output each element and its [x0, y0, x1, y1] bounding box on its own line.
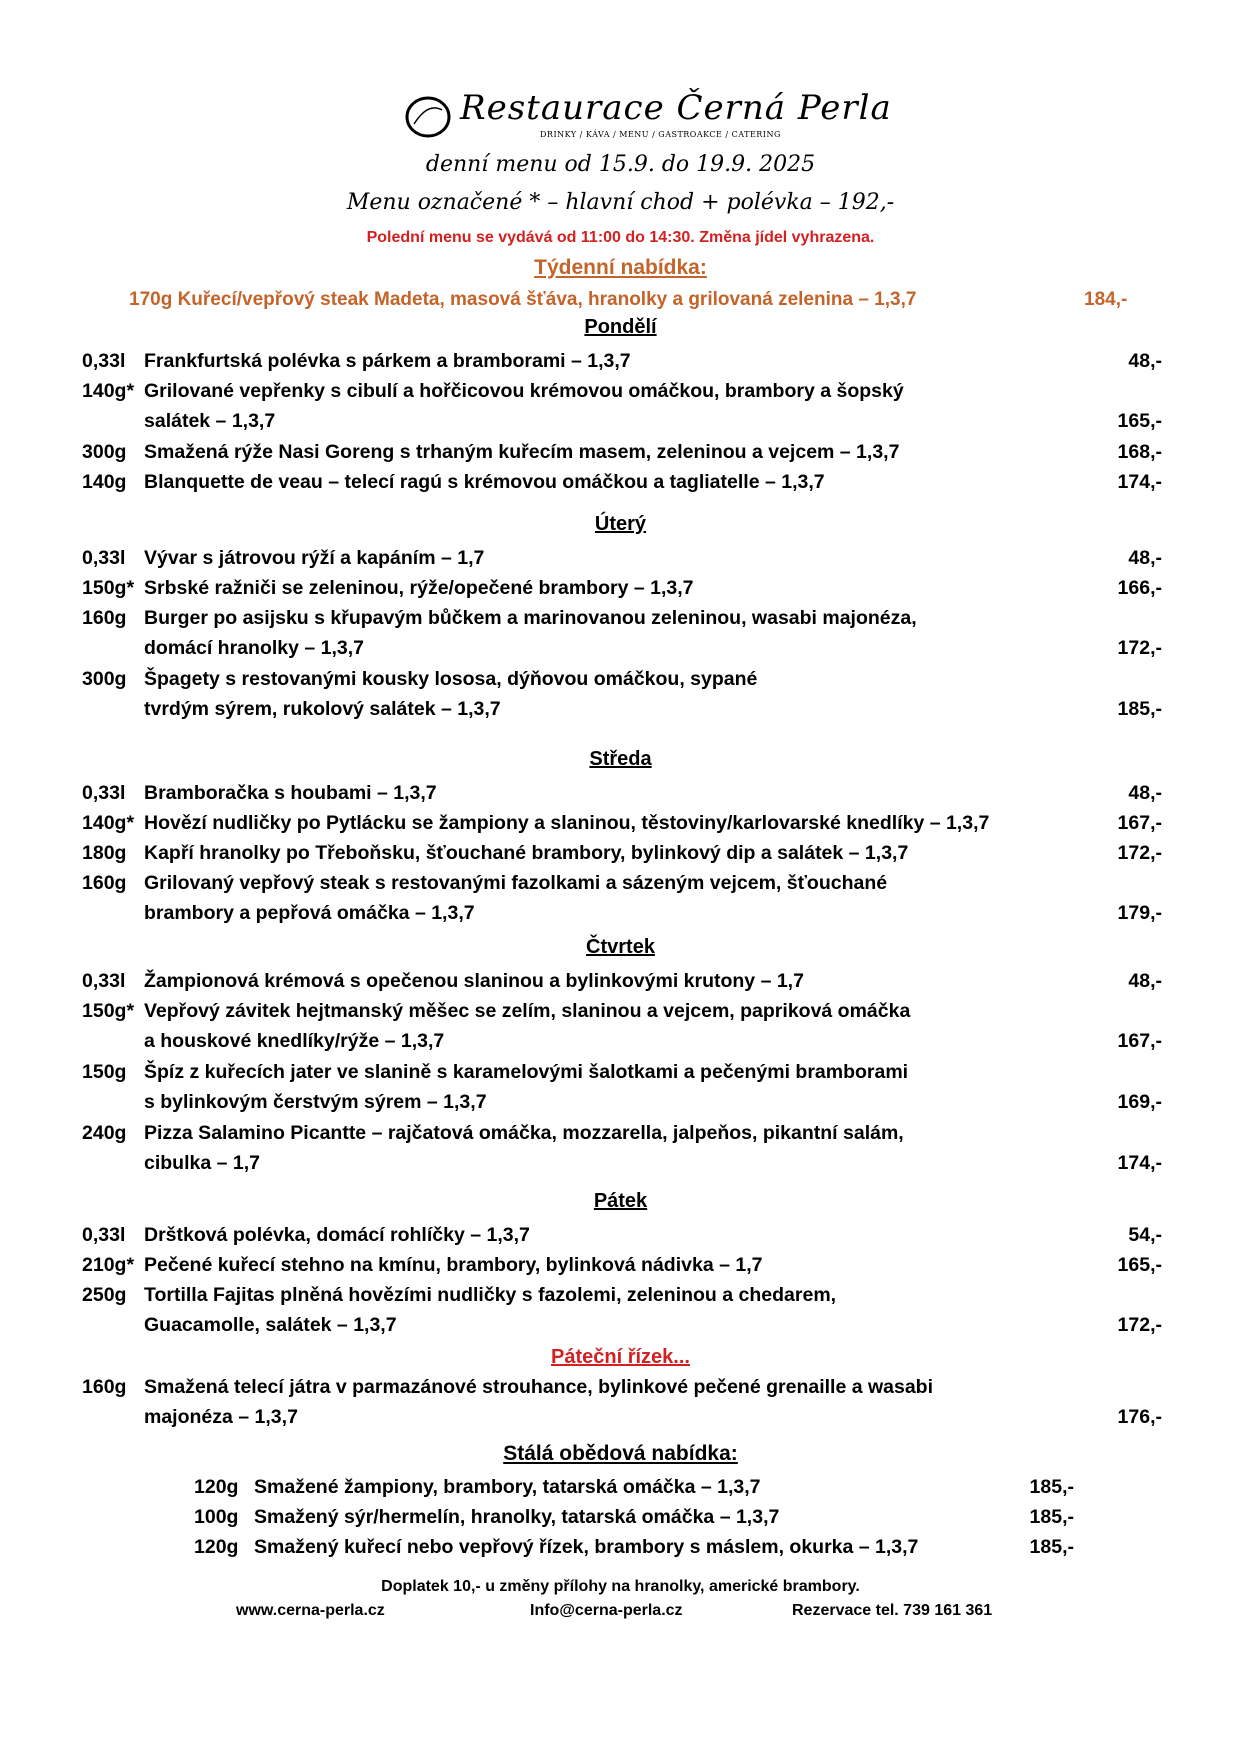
item-weight: 210g*: [82, 1254, 135, 1276]
item-description: Pizza Salamino Picantte – rajčatová omáčka, mozzarella, jalpeňos, pikantní salám,: [144, 1122, 904, 1144]
item-price: 174,-: [1117, 1152, 1162, 1174]
email-link[interactable]: Info@cerna-perla.cz: [530, 1602, 683, 1619]
item-description: Srbské ražniči se zeleninou, rýže/opečené brambory – 1,3,7: [144, 577, 694, 599]
item-description-cont: Guacamolle, salátek – 1,3,7: [144, 1314, 397, 1336]
footnote: Doplatek 10,- u změny přílohy na hranolky, americké brambory.: [381, 1578, 860, 1595]
item-weight: 100g: [194, 1506, 239, 1528]
item-description-cont: brambory a pepřová omáčka – 1,3,7: [144, 902, 475, 924]
item-weight: 250g: [82, 1284, 127, 1306]
website-link[interactable]: www.cerna-perla.cz: [236, 1602, 385, 1619]
item-description: Frankfurtská polévka s párkem a bramborami – 1,3,7: [144, 350, 631, 372]
item-price: 54,-: [1128, 1224, 1162, 1246]
item-weight: 160g: [82, 607, 127, 629]
item-weight: 150g*: [82, 577, 135, 599]
item-description: Smažená telecí játra v parmazánové strouhance, bylinkové pečené grenaille a wasabi: [144, 1376, 934, 1398]
item-description: Tortilla Fajitas plněná hovězími nudličky s fazolemi, zeleninou a chedarem,: [144, 1284, 837, 1306]
item-description-cont: salátek – 1,3,7: [144, 410, 276, 432]
item-description: Vývar s játrovou rýží a kapáním – 1,7: [144, 547, 485, 569]
item-description-cont: s bylinkovým čerstvým sýrem – 1,3,7: [144, 1091, 487, 1113]
item-description-cont: cibulka – 1,7: [144, 1152, 260, 1174]
item-weight: 0,33l: [82, 970, 126, 992]
item-price: 185,-: [1029, 1506, 1074, 1528]
item-weight: 120g: [194, 1536, 239, 1558]
item-weight: 180g: [82, 842, 127, 864]
item-price: 174,-: [1117, 471, 1162, 493]
item-description: Blanquette de veau – telecí ragú s krémovou omáčkou a tagliatelle – 1,3,7: [144, 471, 825, 493]
item-price: 172,-: [1117, 637, 1162, 659]
item-price: 185,-: [1029, 1536, 1074, 1558]
item-weight: 150g: [82, 1061, 127, 1083]
item-description: Špíz z kuřecích jater ve slanině s karamelovými šalotkami a pečenými bramborami: [144, 1061, 909, 1083]
item-description-cont: majonéza – 1,3,7: [144, 1406, 298, 1428]
menu-combo-note: Menu označené * – hlavní chod + polévka – 192,-: [346, 190, 895, 215]
item-price: 179,-: [1117, 902, 1162, 924]
item-description: Smažený kuřecí nebo vepřový řízek, brambory s máslem, okurka – 1,3,7: [254, 1536, 919, 1558]
item-weight: 140g*: [82, 812, 135, 834]
item-description-cont: domácí hranolky – 1,3,7: [144, 637, 365, 659]
logo-subtitle: DRINKY / KÁVA / MENU / GASTROAKCE / CATERING: [540, 130, 781, 139]
item-weight: 300g: [82, 668, 127, 690]
item-weight: 0,33l: [82, 1224, 126, 1246]
item-price: 185,-: [1117, 698, 1162, 720]
day-heading: Pondělí: [584, 316, 657, 338]
friday-special-title: Páteční řízek...: [551, 1346, 690, 1368]
item-description: Špagety s restovanými kousky lososa, dýňovou omáčkou, sypané: [144, 668, 758, 690]
item-weight: 140g*: [82, 380, 135, 402]
reservation-phone: Rezervace tel. 739 161 361: [792, 1602, 993, 1619]
weekly-item-desc: 170g Kuřecí/vepřový steak Madeta, masová šťáva, hranolky a grilovaná zelenina – 1,3,7: [129, 289, 917, 310]
item-description: Smažené žampiony, brambory, tatarská omáčka – 1,3,7: [254, 1476, 761, 1498]
item-weight: 240g: [82, 1122, 127, 1144]
day-heading: Čtvrtek: [586, 936, 655, 958]
item-weight: 160g: [82, 1376, 127, 1398]
lunch-note: Polední menu se vydává od 11:00 do 14:30. Změna jídel vyhrazena.: [366, 229, 875, 246]
item-description-cont: a houskové knedlíky/rýže – 1,3,7: [144, 1030, 445, 1052]
restaurant-logo: [400, 88, 890, 150]
item-description: Vepřový závitek hejtmanský měšec se zelím, slaninou a vejcem, papriková omáčka: [144, 1000, 911, 1022]
item-price: 48,-: [1128, 970, 1162, 992]
item-description: Burger po asijsku s křupavým bůčkem a marinovanou zeleninou, wasabi majonéza,: [144, 607, 917, 629]
item-price: 165,-: [1117, 1254, 1162, 1276]
day-heading: Středa: [589, 748, 652, 770]
item-price: 172,-: [1117, 842, 1162, 864]
item-description-cont: tvrdým sýrem, rukolový salátek – 1,3,7: [144, 698, 501, 720]
item-price: 48,-: [1128, 547, 1162, 569]
item-description: Kapří hranolky po Třeboňsku, šťouchané brambory, bylinkový dip a salátek – 1,3,7: [144, 842, 909, 864]
item-weight: 160g: [82, 872, 127, 894]
item-weight: 0,33l: [82, 782, 126, 804]
weekly-title: Týdenní nabídka:: [534, 256, 707, 279]
item-price: 185,-: [1029, 1476, 1074, 1498]
item-weight: 0,33l: [82, 350, 126, 372]
item-description: Smažená rýže Nasi Goreng s trhaným kuřecím masem, zeleninou a vejcem – 1,3,7: [144, 441, 900, 463]
weekly-item-price: 184,-: [1084, 289, 1128, 310]
item-description: Bramboračka s houbami – 1,3,7: [144, 782, 437, 804]
item-weight: 120g: [194, 1476, 239, 1498]
item-description: Drštková polévka, domácí rohlíčky – 1,3,7: [144, 1224, 530, 1246]
day-heading: Úterý: [594, 513, 647, 535]
item-weight: 0,33l: [82, 547, 126, 569]
weekly-item: [129, 289, 1129, 311]
item-description: Smažený sýr/hermelín, hranolky, tatarská omáčka – 1,3,7: [254, 1506, 780, 1528]
logo-name: Restaurace Černá Perla: [460, 88, 892, 128]
item-price: 176,-: [1117, 1406, 1162, 1428]
item-price: 48,-: [1128, 350, 1162, 372]
item-price: 165,-: [1117, 410, 1162, 432]
item-price: 167,-: [1117, 1030, 1162, 1052]
item-weight: 140g: [82, 471, 127, 493]
item-description: Žampionová krémová s opečenou slaninou a bylinkovými krutony – 1,7: [144, 970, 804, 992]
standard-title: Stálá obědová nabídka:: [503, 1442, 738, 1465]
pearl-logo-icon: [404, 94, 456, 140]
item-weight: 300g: [82, 441, 127, 463]
item-price: 168,-: [1117, 441, 1162, 463]
item-weight: 150g*: [82, 1000, 135, 1022]
menu-period: denní menu od 15.9. do 19.9. 2025: [425, 152, 816, 177]
item-price: 48,-: [1128, 782, 1162, 804]
item-price: 167,-: [1117, 812, 1162, 834]
item-price: 166,-: [1117, 577, 1162, 599]
item-price: 172,-: [1117, 1314, 1162, 1336]
item-description: Pečené kuřecí stehno na kmínu, brambory, bylinková nádivka – 1,7: [144, 1254, 763, 1276]
item-description: Grilované vepřenky s cibulí a hořčicovou krémovou omáčkou, brambory a šopský: [144, 380, 904, 402]
item-description: Grilovaný vepřový steak s restovanými fazolkami a sázeným vejcem, šťouchané: [144, 872, 888, 894]
item-price: 169,-: [1117, 1091, 1162, 1113]
day-heading: Pátek: [593, 1190, 648, 1212]
item-description: Hovězí nudličky po Pytlácku se žampiony a slaninou, těstoviny/karlovarské knedlíky – 1,3,7: [144, 812, 990, 834]
